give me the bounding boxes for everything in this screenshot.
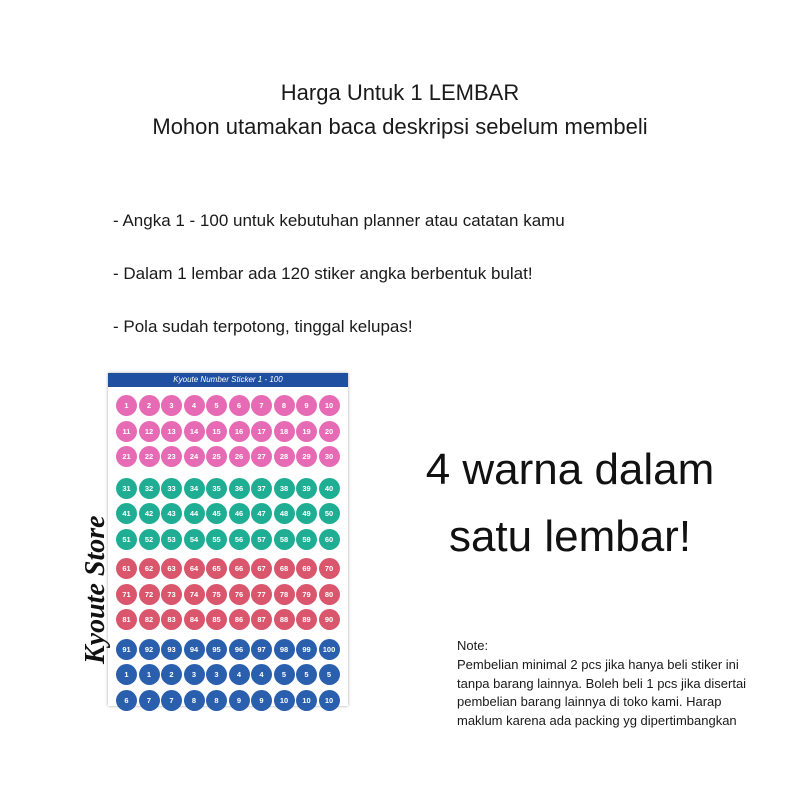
note-body: Pembelian minimal 2 pcs jika hanya beli stiker ini tanpa barang lainnya. Boleh beli 1 pcs jika disertai pembelian barang lainnya di toko kami. Harap maklum karena ada packing yg dipertimbangkan: [457, 657, 747, 728]
number-sticker: 4: [184, 395, 205, 416]
number-sticker: 82: [139, 609, 160, 630]
number-sticker: 4: [229, 664, 250, 685]
store-watermark: Kyoute Store: [80, 515, 111, 664]
number-sticker: 43: [161, 503, 182, 524]
number-sticker: 79: [296, 584, 317, 605]
number-sticker: 64: [184, 558, 205, 579]
number-sticker: 33: [161, 478, 182, 499]
number-sticker: 93: [161, 639, 182, 660]
number-sticker: 10: [274, 690, 295, 711]
number-sticker: 58: [274, 529, 295, 550]
number-sticker: 9: [251, 690, 272, 711]
number-sticker: 38: [274, 478, 295, 499]
number-sticker: 21: [116, 446, 137, 467]
number-sticker: 26: [229, 446, 250, 467]
number-sticker: 25: [206, 446, 227, 467]
number-sticker: 24: [184, 446, 205, 467]
number-sticker: 30: [319, 446, 340, 467]
number-sticker: 52: [139, 529, 160, 550]
headline-line-1: 4 warna dalam: [425, 445, 715, 494]
number-sticker: 8: [274, 395, 295, 416]
headline-line-2: satu lembar!: [448, 512, 692, 561]
number-sticker: 11: [116, 421, 137, 442]
number-sticker: 48: [274, 503, 295, 524]
number-sticker: 8: [184, 690, 205, 711]
number-sticker: 9: [229, 690, 250, 711]
number-sticker: 83: [161, 609, 182, 630]
number-sticker: 3: [206, 664, 227, 685]
number-sticker: 49: [296, 503, 317, 524]
number-sticker: 41: [116, 503, 137, 524]
number-sticker: 35: [206, 478, 227, 499]
number-sticker: 57: [251, 529, 272, 550]
number-sticker: 92: [139, 639, 160, 660]
number-sticker: 39: [296, 478, 317, 499]
number-sticker: 18: [274, 421, 295, 442]
number-sticker: 56: [229, 529, 250, 550]
number-sticker: 85: [206, 609, 227, 630]
number-sticker: 27: [251, 446, 272, 467]
sticker-sheet-title: Kyoute Number Sticker 1 - 100: [108, 373, 348, 387]
number-sticker: 51: [116, 529, 137, 550]
number-sticker: 20: [319, 421, 340, 442]
number-sticker: 44: [184, 503, 205, 524]
price-heading: Harga Untuk 1 LEMBAR: [280, 80, 520, 105]
number-sticker: 19: [296, 421, 317, 442]
number-sticker: 65: [206, 558, 227, 579]
number-sticker: 96: [229, 639, 250, 660]
number-sticker: 100: [319, 639, 340, 660]
number-sticker: 90: [319, 609, 340, 630]
number-sticker: 5: [319, 664, 340, 685]
number-sticker: 15: [206, 421, 227, 442]
number-sticker: 31: [116, 478, 137, 499]
sticker-sheet: [108, 373, 348, 706]
number-sticker: 5: [296, 664, 317, 685]
number-sticker: 28: [274, 446, 295, 467]
number-sticker: 29: [296, 446, 317, 467]
number-sticker: 22: [139, 446, 160, 467]
number-sticker: 78: [274, 584, 295, 605]
number-sticker: 1: [116, 664, 137, 685]
number-sticker: 6: [229, 395, 250, 416]
feature-bullet: - Dalam 1 lembar ada 120 stiker angka berbentuk bulat!: [113, 264, 533, 283]
number-sticker: 40: [319, 478, 340, 499]
number-sticker: 98: [274, 639, 295, 660]
number-sticker: 17: [251, 421, 272, 442]
number-sticker: 59: [296, 529, 317, 550]
number-sticker: 10: [319, 395, 340, 416]
number-sticker: 97: [251, 639, 272, 660]
number-sticker: 37: [251, 478, 272, 499]
number-sticker: 47: [251, 503, 272, 524]
number-sticker: 5: [206, 395, 227, 416]
number-sticker: 94: [184, 639, 205, 660]
number-sticker: 89: [296, 609, 317, 630]
number-sticker: 75: [206, 584, 227, 605]
number-sticker: 8: [206, 690, 227, 711]
feature-bullet: - Pola sudah terpotong, tinggal kelupas!: [113, 317, 413, 336]
number-sticker: 46: [229, 503, 250, 524]
number-sticker: 1: [139, 664, 160, 685]
number-sticker: 70: [319, 558, 340, 579]
number-sticker: 5: [274, 664, 295, 685]
number-sticker: 71: [116, 584, 137, 605]
number-sticker: 23: [161, 446, 182, 467]
number-sticker: 63: [161, 558, 182, 579]
number-sticker: 86: [229, 609, 250, 630]
number-sticker: 9: [296, 395, 317, 416]
number-sticker: 16: [229, 421, 250, 442]
number-sticker: 61: [116, 558, 137, 579]
number-sticker: 2: [139, 395, 160, 416]
number-sticker: 10: [296, 690, 317, 711]
feature-bullet: - Angka 1 - 100 untuk kebutuhan planner atau catatan kamu: [113, 211, 565, 230]
number-sticker: 68: [274, 558, 295, 579]
number-sticker: 72: [139, 584, 160, 605]
number-sticker: 45: [206, 503, 227, 524]
number-sticker: 4: [251, 664, 272, 685]
number-sticker: 55: [206, 529, 227, 550]
number-sticker: 99: [296, 639, 317, 660]
number-sticker: 7: [251, 395, 272, 416]
number-sticker: 50: [319, 503, 340, 524]
number-sticker: 7: [139, 690, 160, 711]
number-sticker: 13: [161, 421, 182, 442]
number-sticker: 80: [319, 584, 340, 605]
number-sticker: 95: [206, 639, 227, 660]
number-sticker: 73: [161, 584, 182, 605]
number-sticker: 3: [161, 395, 182, 416]
number-sticker: 60: [319, 529, 340, 550]
number-sticker: 10: [319, 690, 340, 711]
read-description-heading: Mohon utamakan baca deskripsi sebelum membeli: [152, 114, 648, 139]
number-sticker: 66: [229, 558, 250, 579]
number-sticker: 74: [184, 584, 205, 605]
number-sticker: 7: [161, 690, 182, 711]
number-sticker: 42: [139, 503, 160, 524]
number-sticker: 62: [139, 558, 160, 579]
number-sticker: 76: [229, 584, 250, 605]
number-sticker: 67: [251, 558, 272, 579]
number-sticker: 91: [116, 639, 137, 660]
number-sticker: 36: [229, 478, 250, 499]
number-sticker: 2: [161, 664, 182, 685]
number-sticker: 84: [184, 609, 205, 630]
number-sticker: 14: [184, 421, 205, 442]
number-sticker: 32: [139, 478, 160, 499]
number-sticker: 77: [251, 584, 272, 605]
number-sticker: 69: [296, 558, 317, 579]
number-sticker: 81: [116, 609, 137, 630]
number-sticker: 3: [184, 664, 205, 685]
number-sticker: 34: [184, 478, 205, 499]
number-sticker: 87: [251, 609, 272, 630]
number-sticker: 54: [184, 529, 205, 550]
number-sticker: 88: [274, 609, 295, 630]
note-title: Note:: [457, 638, 489, 653]
number-sticker: 12: [139, 421, 160, 442]
number-sticker: 53: [161, 529, 182, 550]
number-sticker: 1: [116, 395, 137, 416]
number-sticker: 6: [116, 690, 137, 711]
